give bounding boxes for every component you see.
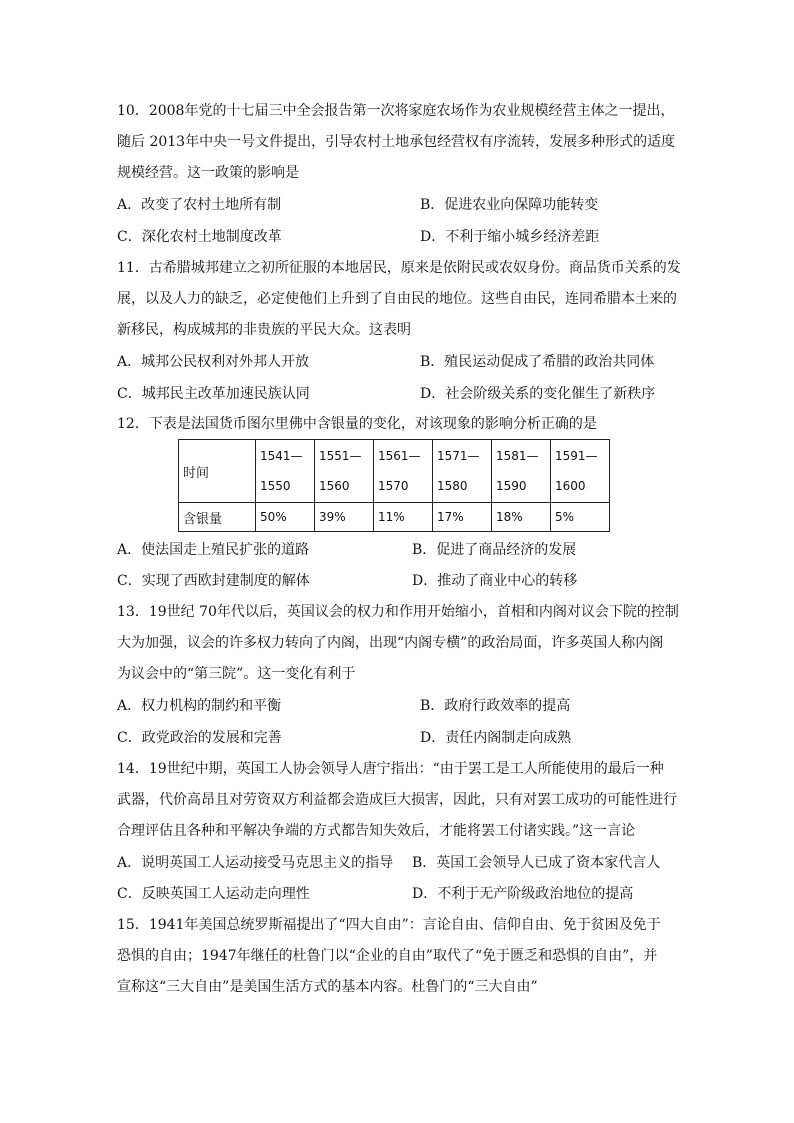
q12-option-c: C．实现了西欧封建制度的解体 xyxy=(117,573,310,589)
q11-option-d: D．社会阶级关系的变化催生了新秩序 xyxy=(420,386,656,402)
q13-option-d: D．责任内阁制走向成熟 xyxy=(420,730,572,746)
q14-option-a: A．说明英国工人运动接受马克思主义的指导 xyxy=(117,855,394,871)
table-value: 18% xyxy=(492,503,551,532)
table-value: 17% xyxy=(433,503,492,532)
table-period: 1591— 1600 xyxy=(551,440,610,503)
table-period: 1561— 1570 xyxy=(374,440,433,503)
q10-option-d: D．不利于缩小城乡经济差距 xyxy=(420,229,600,245)
q14-line-1: 14．19世纪中期，英国工人协会领导人唐宁指出：“由于罢工是工人所能使用的最后一种 xyxy=(117,761,664,777)
q11-option-a: A．城邦公民权利对外邦人开放 xyxy=(117,354,310,370)
q13-option-a: A．权力机构的制约和平衡 xyxy=(117,698,282,714)
table-value: 11% xyxy=(374,503,433,532)
q12-option-d: D．推动了商业中心的转移 xyxy=(412,573,578,589)
q13-line-1: 13．19世纪 70年代以后，英国议会的权力和作用开始缩小，首相和内阁对议会下院的控制 xyxy=(117,604,679,620)
q10-line-1: 10．2008年党的十七届三中全会报告第一次将家庭农场作为农业规模经营主体之一提出， xyxy=(117,103,675,119)
q10-option-b: B．促进农业向保障功能转变 xyxy=(420,197,599,213)
q14-option-c: C．反映英国工人运动走向理性 xyxy=(117,886,310,902)
q14-option-b: B．英国工会领导人已成了资本家代言人 xyxy=(412,855,661,871)
q13-option-c: C．政党政治的发展和完善 xyxy=(117,730,282,746)
q10-option-c: C．深化农村土地制度改革 xyxy=(117,229,282,245)
q15-line-2: 恐惧的自由；1947年继任的杜鲁门以“企业的自由”取代了“免于匮乏和恐惧的自由”，并 xyxy=(117,948,658,964)
q13-line-2: 大为加强，议会的许多权力转向了内阁，出现“内阁专横”的政治局面，许多英国人称内阁 xyxy=(117,635,664,651)
q11-line-2: 展，以及人力的缺乏，必定使他们上升到了自由民的地位。这些自由民，连同希腊本土来的 xyxy=(117,291,677,307)
q12-line-1: 12．下表是法国货币图尔里佛中含银量的变化，对该现象的影响分析正确的是 xyxy=(117,416,597,432)
q11-line-3: 新移民，构成城邦的非贵族的平民大众。这表明 xyxy=(117,322,411,338)
q14-line-3: 合理评估且各种和平解决争端的方式都告知失效后，才能将罢工付诸实践。”这一言论 xyxy=(117,823,636,839)
q10-line-2: 随后 2013年中央一号文件提出，引导农村土地承包经营权有序流转，发展多种形式的适度 xyxy=(117,134,676,150)
silver-content-table xyxy=(178,439,610,532)
q12-option-b: B．促进了商品经济的发展 xyxy=(412,542,577,558)
table-value: 39% xyxy=(315,503,374,532)
q13-option-b: B．政府行政效率的提高 xyxy=(420,698,571,714)
table-period: 1581— 1590 xyxy=(492,440,551,503)
q15-line-3: 宣称这“三大自由”是美国生活方式的基本内容。杜鲁门的“三大自由” xyxy=(117,979,538,995)
table-period: 1571— 1580 xyxy=(433,440,492,503)
table-value: 5% xyxy=(551,503,610,532)
q15-line-1: 15．1941年美国总统罗斯福提出了“四大自由”：言论自由、信仰自由、免于贫困及免于 xyxy=(117,917,661,933)
q11-line-1: 11．古希腊城邦建立之初所征服的本地居民，原来是依附民或农奴身份。商品货币关系的发 xyxy=(117,260,681,276)
q11-option-c: C．城邦民主改革加速民族认同 xyxy=(117,386,310,402)
table-row-label: 含银量 xyxy=(179,503,256,532)
q13-line-3: 为议会中的“第三院”。这一变化有利于 xyxy=(117,666,356,682)
q14-option-d: D．不利于无产阶级政治地位的提高 xyxy=(412,886,634,902)
q14-line-2: 武器，代价高昂且对劳资双方利益都会造成巨大损害，因此，只有对罢工成功的可能性进行 xyxy=(117,792,677,808)
q10-option-a: A．改变了农村土地所有制 xyxy=(117,197,282,213)
table-period: 1541— 1550 xyxy=(256,440,315,503)
table-period: 1551— 1560 xyxy=(315,440,374,503)
table-value: 50% xyxy=(256,503,315,532)
q10-line-3: 规模经营。这一政策的影响是 xyxy=(117,165,299,181)
q12-option-a: A．使法国走上殖民扩张的道路 xyxy=(117,542,310,558)
table-header-label: 时间 xyxy=(179,440,256,503)
q11-option-b: B．殖民运动促成了希腊的政治共同体 xyxy=(420,354,655,370)
